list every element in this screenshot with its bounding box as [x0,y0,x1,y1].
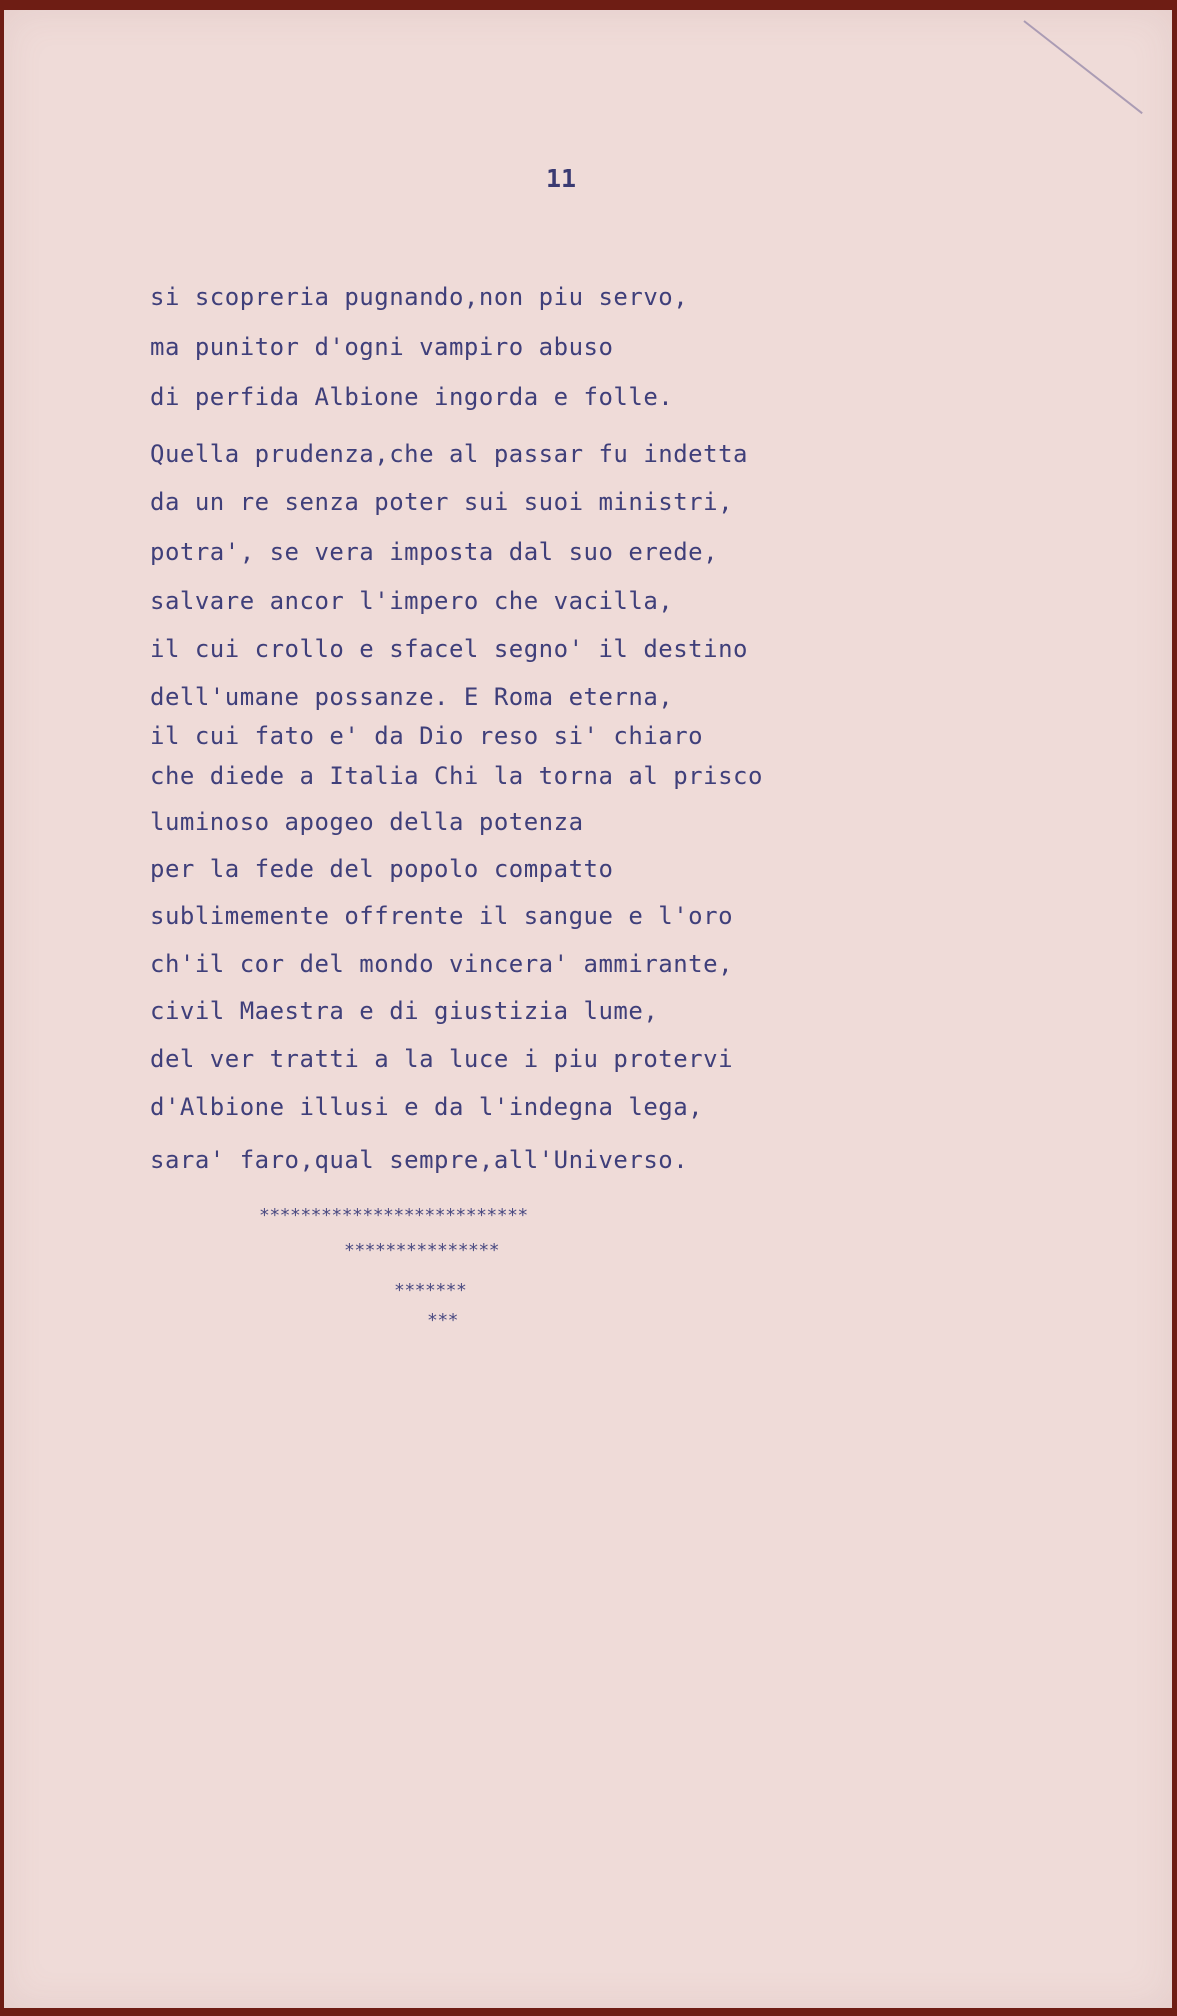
poem-line: ma punitor d'ogni vampiro abuso [150,333,614,361]
poem-line: da un re senza poter sui suoi ministri, [150,488,734,516]
ornament-row: ************************** [259,1205,528,1226]
page-number: 11 [546,164,577,193]
ornament-row: *************** [344,1240,500,1261]
poem-line: per la fede del popolo compatto [150,855,614,883]
poem-line: di perfida Albione ingorda e folle. [150,383,674,411]
poem-line: salvare ancor l'impero che vacilla, [150,587,674,615]
poem-line: civil Maestra e di giustizia lume, [150,997,659,1025]
corner-mark [1023,20,1142,114]
poem-line: il cui crollo e sfacel segno' il destino [150,635,748,663]
poem-line: sara' faro,qual sempre,all'Universo. [150,1146,689,1174]
poem-line: del ver tratti a la luce i piu protervi [150,1045,734,1073]
poem-line: sublimemente offrente il sangue e l'oro [150,902,734,930]
poem-line: che diede a Italia Chi la torna al prisco [150,762,763,790]
poem-line: si scopreria pugnando,non piu servo, [150,283,689,311]
poem-line: potra', se vera imposta dal suo erede, [150,538,719,566]
ornament-row: ******* [394,1280,467,1301]
poem-line: ch'il cor del mondo vincera' ammirante, [150,950,734,978]
poem-line: Quella prudenza,che al passar fu indetta [150,440,748,468]
poem-line: dell'umane possanze. E Roma eterna, [150,683,674,711]
poem-line: luminoso apogeo della potenza [150,808,584,836]
ornament-row: *** [427,1310,459,1331]
poem-line: il cui fato e' da Dio reso si' chiaro [150,722,704,750]
poem-line: d'Albione illusi e da l'indegna lega, [150,1093,704,1121]
